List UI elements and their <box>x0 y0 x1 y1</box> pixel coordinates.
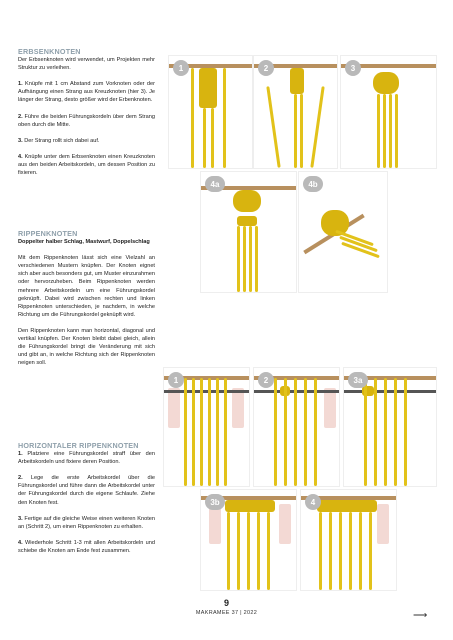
cord <box>223 68 226 168</box>
issue-label: MAKRAMEE 37 | 2022 <box>195 610 258 616</box>
paragraph: Mit dem Rippenknoten lässt sich eine Vielzahl an verschiedenen Mustern knüpfen. Der Knoten eignet sich aber auch besonders gut, um Muster einzurahmen oder hervorzuheben. Beim Rippenknoten werden mehrere Arbeitskordeln um eine Führungskordel geknüpft. Dabei wird zwischen rechten und linken Rippenknoten unterschieden, je nachdem, in welche Richtung um die Führungskordel geknüpft wird. <box>18 255 155 318</box>
section-rippenknoten <box>18 230 155 367</box>
photo-step-3 <box>340 55 437 169</box>
photo-rib-step-3b <box>200 489 297 591</box>
step-3: 3. Der Strang rollt sich dabei auf. <box>18 137 100 144</box>
cord <box>284 378 287 486</box>
cord <box>216 378 219 486</box>
step-2: 2. Führe die beiden Führungskordeln über dem Strang oben durch die Mitte. <box>18 113 155 128</box>
cord <box>310 86 324 168</box>
cord <box>364 378 367 486</box>
photo-step-4a <box>200 171 297 293</box>
cord <box>359 512 362 590</box>
cord <box>329 512 332 590</box>
cloth-clamp <box>279 504 291 544</box>
cord <box>304 378 307 486</box>
step-badge: 3b <box>205 494 225 510</box>
cloth-clamp <box>168 388 180 428</box>
cord <box>383 94 386 168</box>
cord <box>249 226 252 292</box>
step-badge: 4 <box>305 494 321 510</box>
cord <box>274 378 277 486</box>
step-badge: 3a <box>348 372 368 388</box>
cord <box>384 378 387 486</box>
cord <box>314 378 317 486</box>
guide-cord <box>344 390 436 393</box>
section-title: RIPPENKNOTEN <box>18 229 78 238</box>
step-2: 2. Lege die erste Arbeitskordel über die Führungskordel und führe dann die Arbeitskordel unter der Führungskordel durch die eigene Schlaufe. Ziehe den Knoten fest. <box>18 475 155 506</box>
step-badge: 3 <box>345 60 361 76</box>
photo-step-1 <box>168 55 253 169</box>
cord <box>349 512 352 590</box>
cord <box>389 94 392 168</box>
photo-step-4b <box>298 171 388 293</box>
cord <box>266 86 280 168</box>
cord <box>224 378 227 486</box>
cord <box>294 94 297 168</box>
cord <box>300 94 303 168</box>
cord <box>237 226 240 292</box>
cord <box>257 512 260 590</box>
step-badge: 4b <box>303 176 323 192</box>
step-badge: 4a <box>205 176 225 192</box>
page-number: 9 <box>223 598 229 608</box>
knot-strand <box>290 68 304 94</box>
photo-rib-step-1 <box>163 367 250 487</box>
square-knot <box>237 216 257 226</box>
cord <box>203 108 206 168</box>
pea-knot <box>233 190 261 212</box>
cord <box>191 68 194 168</box>
cord <box>267 512 270 590</box>
photo-rib-step-3a <box>343 367 437 487</box>
step-badge: 2 <box>258 60 274 76</box>
cloth-clamp <box>324 388 336 428</box>
step-3: 3. Fertige auf die gleiche Weise einen weiteren Knoten an (Schritt 2), um einen Rippenknoten zu erhalten. <box>18 515 155 530</box>
step-badge: 1 <box>168 372 184 388</box>
cloth-clamp <box>209 504 221 544</box>
cord <box>394 378 397 486</box>
step-badge: 2 <box>258 372 274 388</box>
section-title: ERBSENKNOTEN <box>18 47 81 56</box>
cord <box>237 512 240 590</box>
cord <box>339 512 342 590</box>
section-subtitle: Doppelter halber Schlag, Mastwurf, Doppelschlag <box>18 239 150 246</box>
step-4: 4. Knüpfe unter dem Erbsenknoten einen Kreuzknoten aus den beiden Arbeitskordeln, um dessen Position zu fixieren. <box>18 153 155 177</box>
cord <box>184 378 187 486</box>
photo-rib-step-2 <box>253 367 340 487</box>
guide-cord <box>164 390 249 393</box>
next-page-arrow-icon[interactable]: ⟶ <box>413 610 428 621</box>
section-horizontaler-rippenknoten <box>18 442 155 555</box>
cord <box>319 512 322 590</box>
cord <box>227 512 230 590</box>
cord <box>374 378 377 486</box>
cloth-clamp <box>377 504 389 544</box>
section-title: HORIZONTALER RIPPENKNOTEN <box>18 441 139 450</box>
cloth-clamp <box>232 388 244 428</box>
step-badge: 1 <box>173 60 189 76</box>
rib-knot-row <box>225 500 275 512</box>
section-erbsenknoten <box>18 48 155 177</box>
cord <box>395 94 398 168</box>
cord <box>211 108 214 168</box>
step-4: 4. Wiederhole Schritt 1-3 mit allen Arbeitskordeln und schiebe die Knoten am Ende fest zusammen. <box>18 539 155 554</box>
cord <box>377 94 380 168</box>
pea-knot <box>373 72 399 94</box>
intro-text: Der Erbsenknoten wird verwendet, um Projekten mehr Struktur zu verleihen. <box>18 57 155 72</box>
cord <box>369 512 372 590</box>
photo-rib-step-4 <box>300 489 397 591</box>
cord <box>294 378 297 486</box>
cord <box>243 226 246 292</box>
step-1: 1. Platziere eine Führungskordel straff über den Arbeitskordeln und fixiere deren Position. <box>18 451 155 466</box>
cord <box>255 226 258 292</box>
cord <box>208 378 211 486</box>
cord <box>200 378 203 486</box>
cord <box>192 378 195 486</box>
rib-knot-row <box>317 500 377 512</box>
step-1: 1. Knüpfe mit 1 cm Abstand zum Vorknoten oder der Aufhängung einen Strang aus Kreuzknoten (hier 3). Je länger der Strang, desto größer wird der Erbenknoten. <box>18 81 155 104</box>
cord <box>247 512 250 590</box>
knot-strand <box>199 68 217 108</box>
paragraph: Den Rippenknoten kann man horizontal, diagonal und vertikal knüpfen. Der Knoten bleibt dabei gleich, allein die Führungskordel bringt die Veränderung mit sich und gibt an, in welche Richtung sich der Rippenknoten neigen soll. <box>18 327 155 367</box>
cord <box>404 378 407 486</box>
photo-step-2 <box>253 55 338 169</box>
